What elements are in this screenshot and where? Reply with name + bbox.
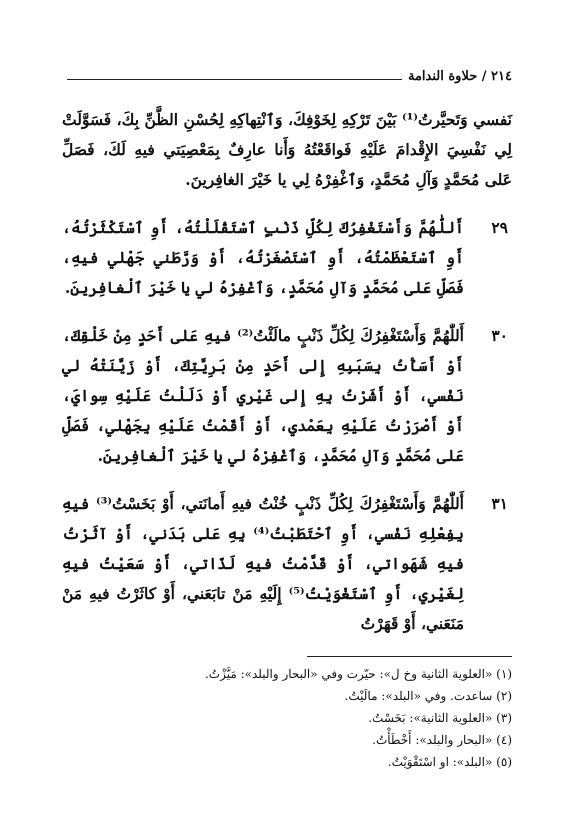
paragraph-text: أَللّٰهُمَّ وَأَسْتَغْفِرُكَ لِكُلِّ ذَنْبٍ خُنْتُ فيهِ أَمانَتي، أَوْ بَخَسْتُ⁽³⁾ فيهِ بِفِعْلِهِ نَفْسي، أَوِ ٱحْتَطَبْتُ⁽⁴⁾ بِهِ عَلى بَدَني، أَوْ آثَرْتُ فيهِ شَهَواتي، أَوْ قَدَّمْتُ فيهِ لَذّاتي، أَوْ سَعَيْتُ فيهِ لِغَيْري، أَوِ ٱسْتَغْوَيْتُ⁽⁵⁾ إِلَيْهِ مَنْ تابَعَني، أَوْ كاثَرْتُ فيهِ مَنْ مَنَعَني، أَوْ قَهَرْتُ — [62, 494, 464, 633]
paragraph-continued — [62, 105, 512, 195]
paragraph-number: ٢٩ — [491, 218, 508, 237]
header-rule — [67, 79, 402, 80]
footnote-4: (٤) «البحار والبلد»: أَخْطَأْتُ. — [372, 733, 512, 747]
paragraph-30 — [62, 321, 512, 471]
footnote-5: (٥) «البلد»: او اسْتَقْوَيْتُ. — [387, 755, 512, 769]
paragraph-29 — [62, 213, 512, 303]
main-text — [62, 105, 512, 657]
page-header — [67, 66, 512, 86]
footnote-3: (٣) «العلوية الثانية»: بَخَسْتُ. — [368, 711, 512, 725]
footnote-rule — [307, 656, 512, 657]
footnotes — [62, 656, 512, 773]
paragraph-31 — [62, 489, 512, 639]
paragraph-number: ٣١ — [491, 494, 508, 513]
footnote-1: (١) «العلوية الثانية وخ ل»: حيّرت وفي «البحار والبلد»: مَيَّزْتُ. — [204, 667, 512, 681]
paragraph-number: ٣٠ — [491, 326, 508, 345]
paragraph-text: نَفسي وَتَحيَّرتُ⁽¹⁾ بَيْنَ تَرْكِهِ لِخَوْفِكَ، وَٱنْتِهاكِهِ لِحُسْنِ الظَّنِّ بِكَ، فَسَوَّلَتْ لِي نَفْسِيَ الإِقْدامَ عَلَيْهِ فَواقَعْتُهُ وَأَنا عارِفٌ بِمَعْصِيَتي فيهِ لَكَ، فَصَلِّ عَلى مُحَمَّدٍ وَآلِ مُحَمَّدٍ، وَٱغْفِرْهُ لِي يا خَيْرَ الغافِرينَ. — [62, 110, 512, 189]
paragraph-text: أَللّٰهُمَّ وَأَسْتَغْفِرُكَ لِكُلِّ ذَنْبٍ مالَئْتُ⁽²⁾ فيهِ عَلى أَحَدٍ مِنْ خَلْقِكَ، أَوْ أَسَأْتُ بِسَبَبِهِ إِلى أَحَدٍ مِنْ بَرِيَّتِكَ، أَوْ زَيَّنَتْهُ لي نَفْسي، أَوْ أَشَرْتُ بِهِ إِلى غَيْري أَوْ دَلَلْتُ عَلَيْهِ سِوايَ، أَوْ أَصْرَرْتُ عَلَيْهِ بِعَمْدي، أَوْ أَقَمْتُ عَلَيْهِ بِجَهْلي، فَصَلِّ عَلى مُحَمَّدٍ وَآلِ مُحَمَّدٍ، وَٱغْفِرْهُ لي يا خَيْرَ ٱلْغافِرينَ. — [62, 326, 464, 465]
paragraph-text: أَللّٰهُمَّ وَأَسْتَغْفِرُكَ لِكُلِّ ذَنْبٍ ٱسْتَقْلَلْتُهُ، أَوِ ٱسْتَكْثَرْتُهُ، أَوِ ٱسْتَعْظَمْتُهُ، أَوِ ٱسْتَصْغَرْتُهُ، أَوْ وَرَّطَني جَهْلي فيهِ، فَصَلِّ عَلى مُحَمَّدٍ وَآلِ مُحَمَّدٍ، وَٱغْفِرْهُ لي يا خَيْرَ ٱلْغافِرينَ. — [62, 218, 464, 297]
footnote-2: (٢) ساعدت. وفي «البلد»: مالَيْتُ. — [344, 689, 512, 703]
running-header: ٢١٤ / حلاوة الندامة — [407, 68, 512, 84]
